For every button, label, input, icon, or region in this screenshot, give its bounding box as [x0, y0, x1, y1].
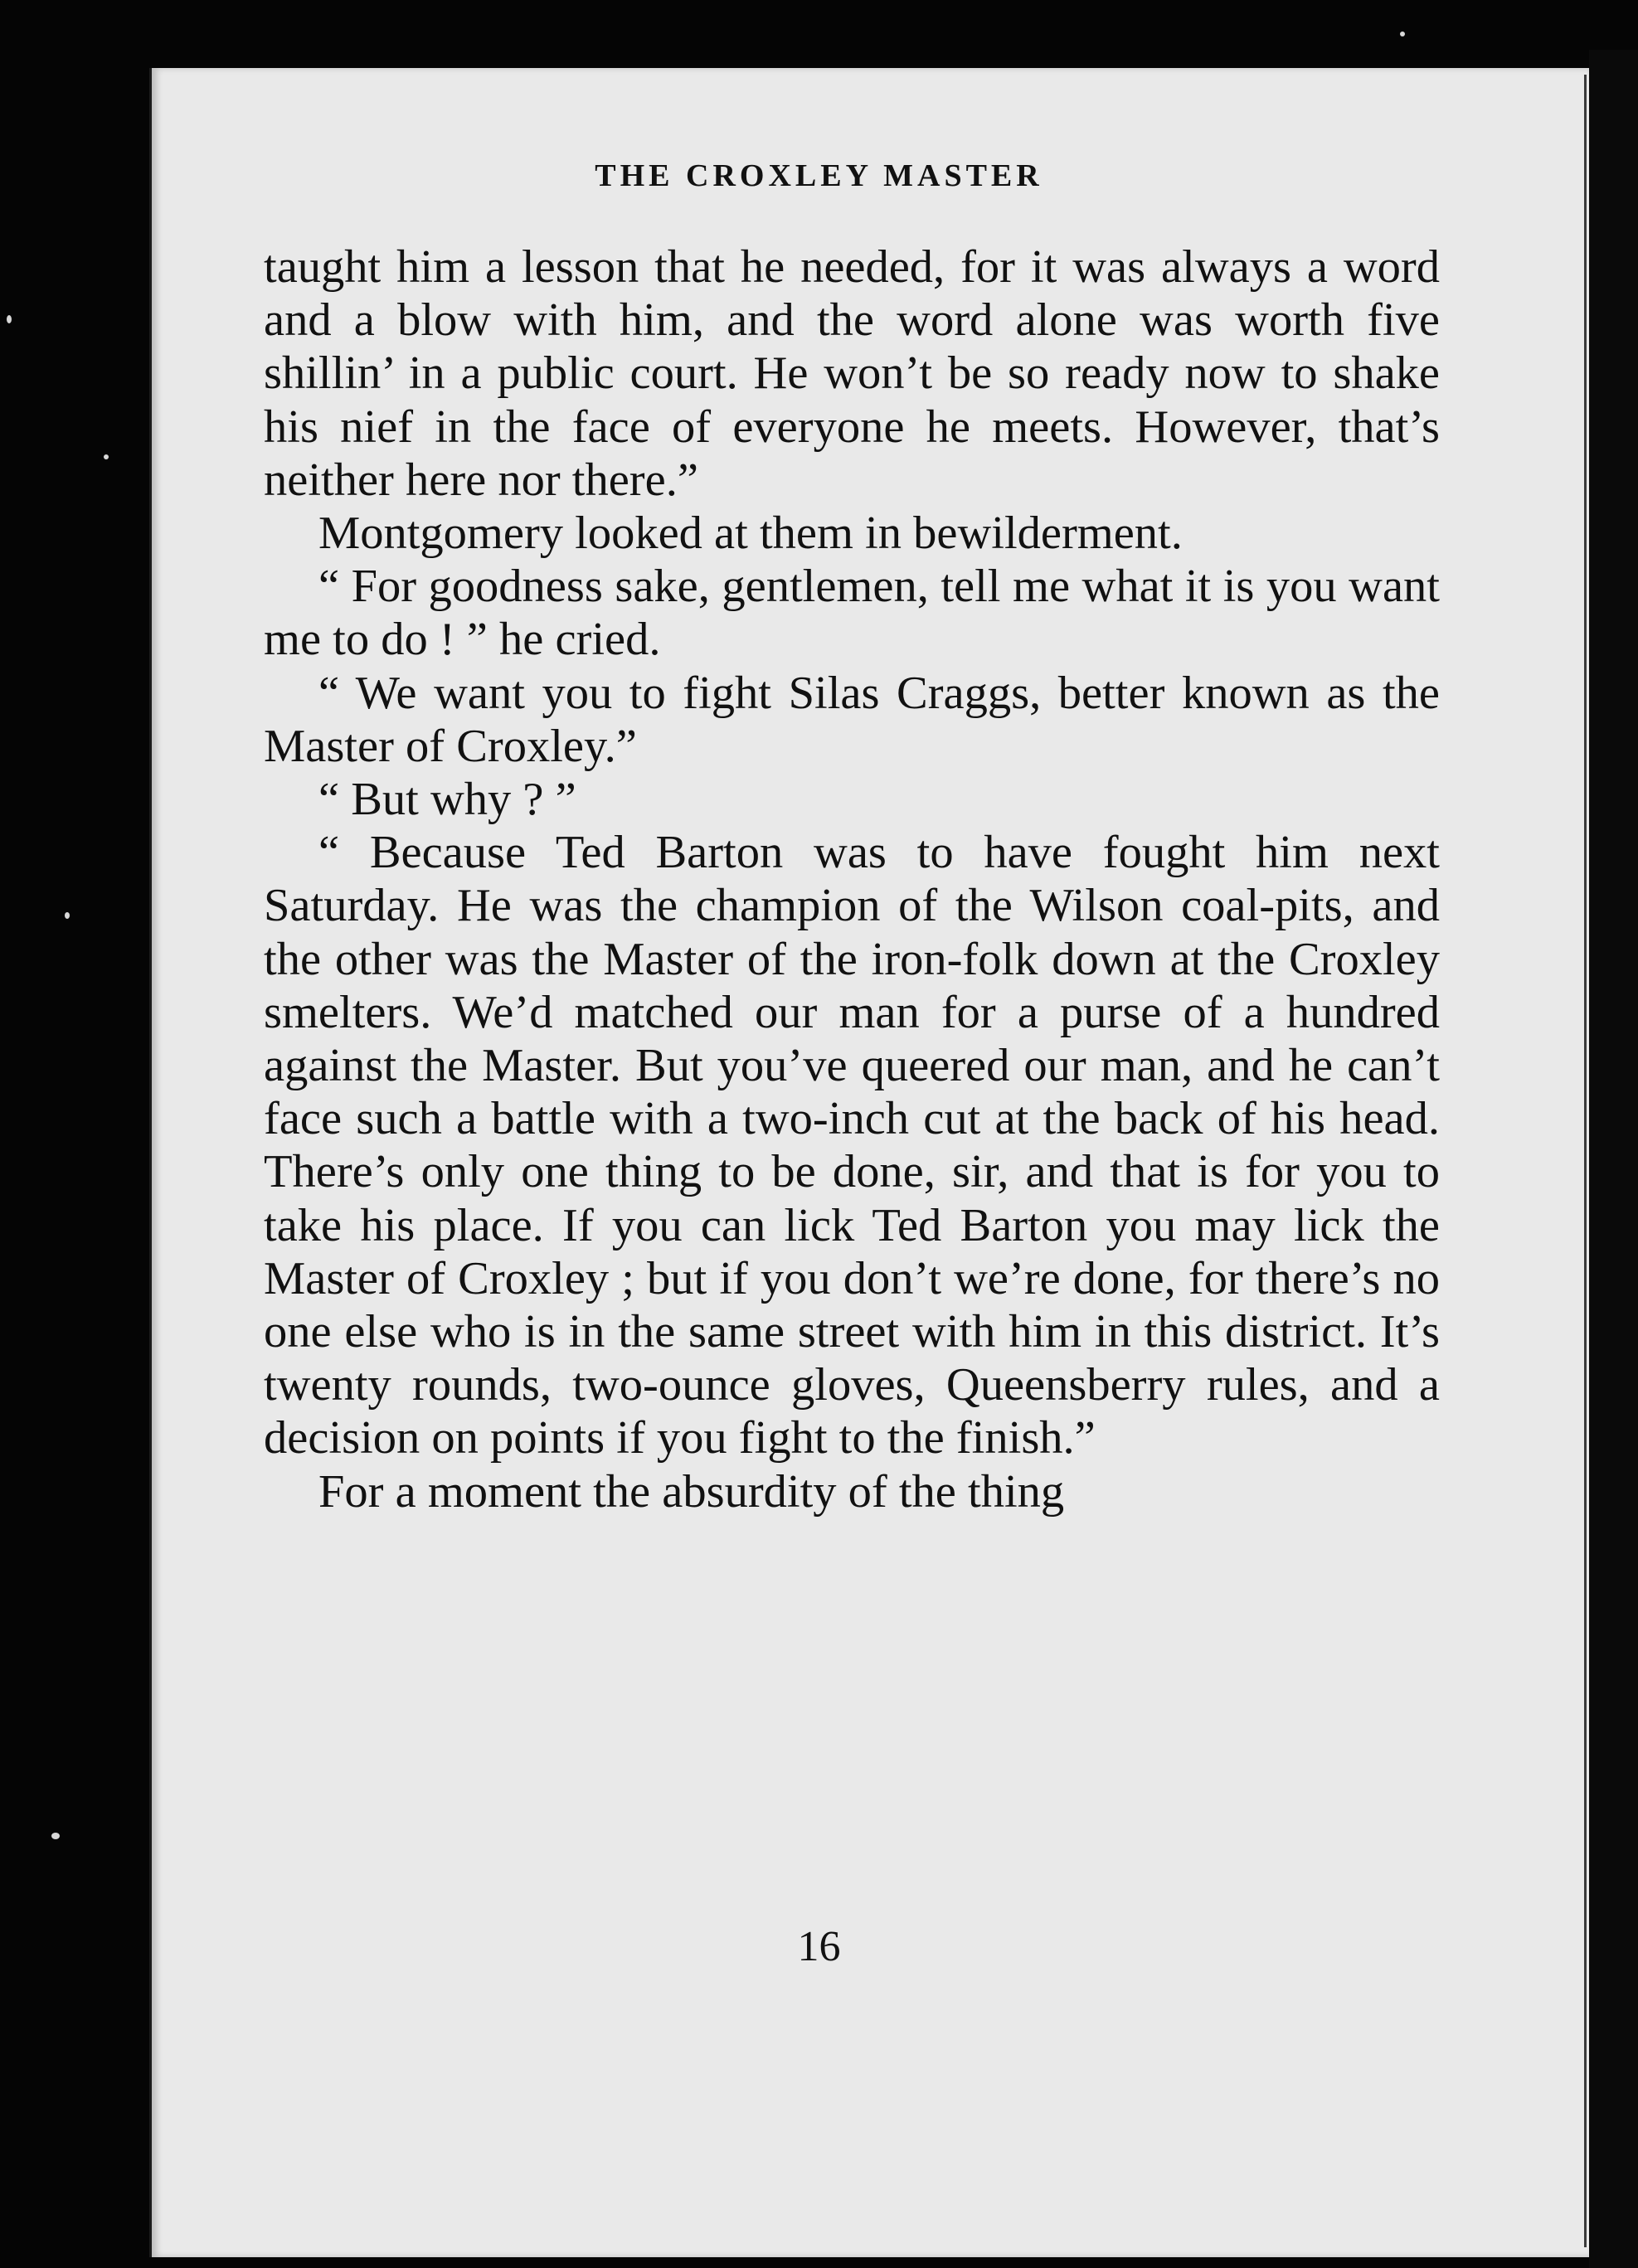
scan-speck	[1400, 32, 1405, 36]
scan-speck	[7, 315, 12, 323]
scan-speck	[104, 454, 109, 459]
page-number: 16	[797, 1923, 841, 1970]
paragraph-2: Montgomery looked at them in bewilderment.	[318, 508, 1183, 560]
body-text	[264, 240, 1440, 1965]
paragraph-3: “ For goodness sake, gentlemen, tell me what it is you want me to do ! ” he cried.	[264, 561, 1440, 666]
page-fold-line	[1584, 75, 1587, 2247]
paragraph-6: “ Because Ted Barton was to have fought him next Saturday. He was the champion of the Wilson coal-pits, and the other was the Master of the iron-folk down at the Croxley smelters. We’d matched our man for a purse of a hundred against the Master. But you’ve queered our man, and he can’t face such a battle with a two-inch cut at the back of his head. There’s only one thing to be done, sir, and that is for you to take his place. If you can lick Ted Barton you may lick the Master of Croxley ; but if you don’t we’re done, for there’s no one else who is in the same street with him in this district. It’s twenty rounds, two-ounce gloves, Queensberry rules, and a decision on points if you fight to the finish.”	[264, 827, 1440, 1464]
paragraph-5: “ But why ? ”	[318, 774, 576, 826]
running-head: THE CROXLEY MASTER	[595, 158, 1043, 193]
paragraph-4: “ We want you to fight Silas Craggs, better known as the Master of Croxley.”	[264, 667, 1440, 772]
scan-speck	[51, 1833, 60, 1839]
scan-speck	[65, 912, 70, 919]
paragraph-7: For a moment the absurdity of the thing	[318, 1465, 1065, 1518]
paragraph-1: taught him a lesson that he needed, for it was always a word and a blow with him, and the word alone was worth five shillin’ in a public court. He won’t be so ready now to shake his nief in the face of everyone he meets. However, that’s neither here nor there.”	[264, 241, 1440, 506]
